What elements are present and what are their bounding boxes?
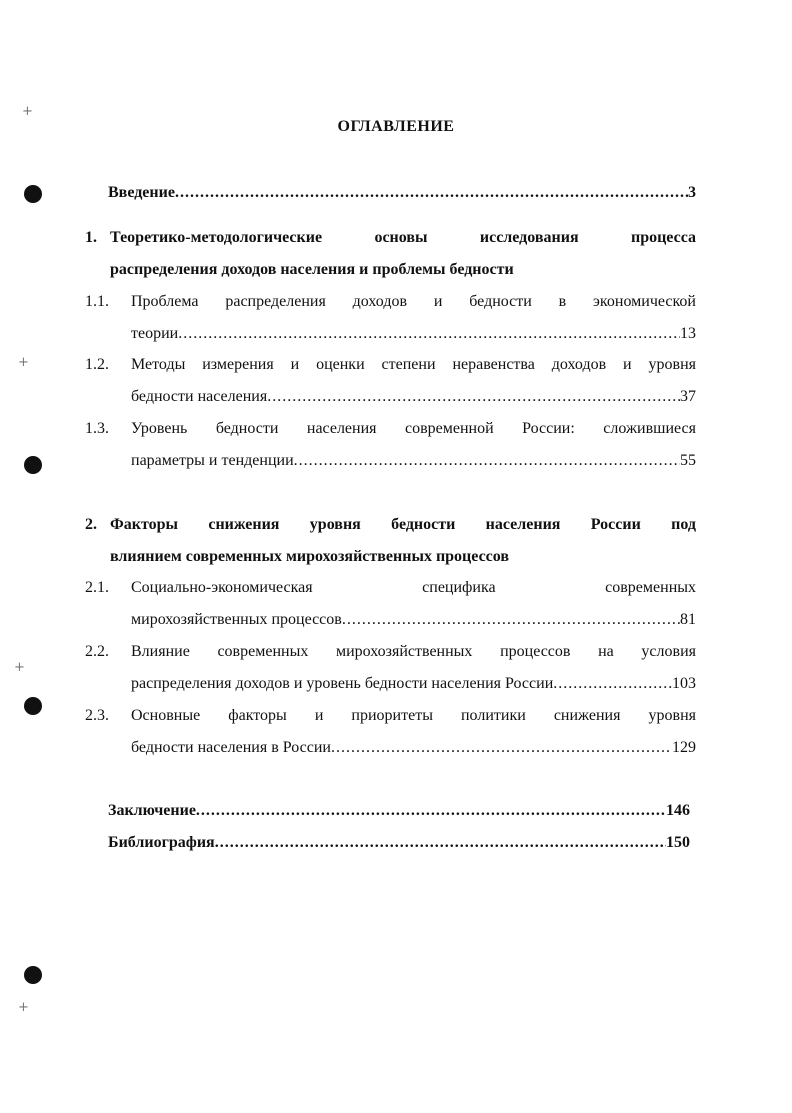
toc-label: мирохозяйственных процессов: [131, 611, 342, 628]
toc-entry-conclusion: [108, 801, 690, 821]
toc-label: бедности населения: [131, 388, 268, 405]
toc-page: 81: [680, 611, 696, 628]
toc-entry-section: [131, 674, 696, 694]
punch-hole: [24, 185, 42, 203]
toc-entry-section: [131, 324, 696, 344]
scan-mark: +: [18, 355, 29, 370]
section-title: Уровень бедности населения современной России: сложившиеся: [131, 420, 696, 437]
toc-entry-bibliography: [108, 833, 690, 853]
toc-label: бедности населения в России: [131, 739, 331, 756]
scan-mark: +: [22, 104, 33, 119]
toc-entry-section: [131, 610, 696, 630]
section-number: 2.3.: [85, 707, 109, 724]
section-number: 1.3.: [85, 420, 109, 437]
toc-leader: [331, 738, 672, 758]
section-title: Социально-экономическая специфика современных: [131, 579, 696, 596]
toc-leader: [342, 610, 680, 630]
toc-leader: [553, 674, 672, 694]
section-title: Методы измерения и оценки степени неравенства доходов и уровня: [131, 356, 696, 373]
toc-page: 150: [666, 834, 690, 851]
chapter-number: 2.: [85, 516, 97, 533]
section-title: Основные факторы и приоритеты политики снижения уровня: [131, 707, 696, 724]
toc-page: 146: [666, 802, 690, 819]
toc-leader: [178, 324, 680, 344]
toc-page: 103: [672, 675, 696, 692]
toc-label: Заключение: [108, 802, 196, 819]
toc-page: 3: [688, 184, 696, 201]
section-number: 1.1.: [85, 293, 109, 310]
section-number: 1.2.: [85, 356, 109, 373]
toc-label: Введение: [108, 184, 175, 201]
toc-leader: [267, 387, 680, 407]
section-title: Влияние современных мирохозяйственных процессов на условия: [131, 643, 696, 660]
section-title: Проблема распределения доходов и бедности в экономической: [131, 293, 696, 310]
section-number: 2.2.: [85, 643, 109, 660]
toc-page: 13: [680, 325, 696, 342]
chapter-title: Теоретико-методологические основы исследования процесса: [110, 229, 696, 246]
toc-label: распределения доходов и уровень бедности населения России: [131, 675, 554, 692]
section-number: 2.1.: [85, 579, 109, 596]
toc-entry-section: [131, 451, 696, 471]
punch-hole: [24, 456, 42, 474]
toc-leader: [196, 801, 666, 821]
scan-mark: +: [14, 660, 25, 675]
toc-leader: [294, 451, 680, 471]
toc-entry-intro: [108, 183, 696, 203]
toc-label: теории: [131, 325, 179, 342]
toc-label: Библиография: [108, 834, 215, 851]
chapter-title-cont: влиянием современных мирохозяйственных процессов: [110, 548, 510, 565]
page-title: ОГЛАВЛЕНИЕ: [337, 118, 455, 135]
punch-hole: [24, 966, 42, 984]
toc-leader: [175, 183, 688, 203]
toc-entry-section: [131, 387, 696, 407]
toc-entry-section: [131, 738, 696, 758]
chapter-title-cont: распределения доходов населения и проблемы бедности: [110, 261, 514, 278]
toc-page: 129: [672, 739, 696, 756]
toc-page: 55: [680, 452, 696, 469]
toc-label: параметры и тенденции: [131, 452, 294, 469]
toc-leader: [215, 833, 666, 853]
scan-mark: +: [18, 1000, 29, 1015]
chapter-title: Факторы снижения уровня бедности населения России под: [110, 516, 696, 533]
punch-hole: [24, 697, 42, 715]
toc-page: 37: [680, 388, 696, 405]
chapter-number: 1.: [85, 229, 97, 246]
